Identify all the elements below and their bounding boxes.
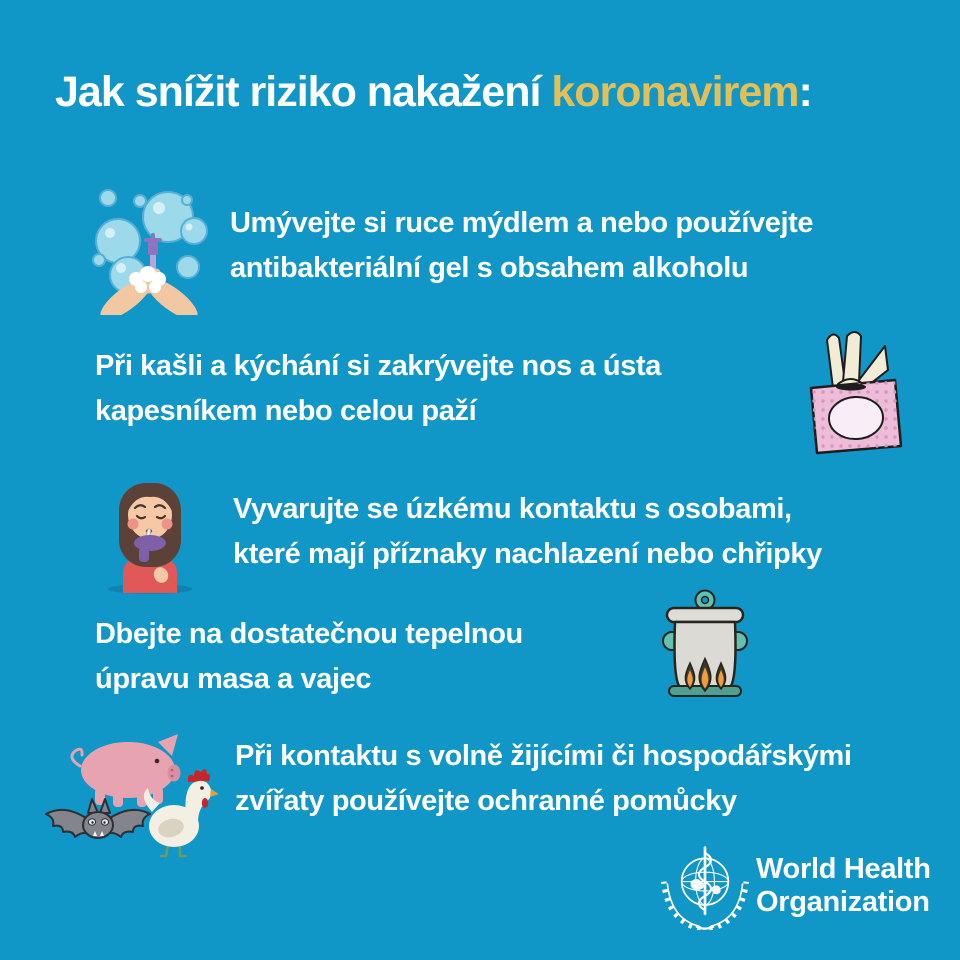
who-wordmark-line: Organization xyxy=(756,886,930,918)
tip-line: které mají příznaky nachlazení nebo chřipky xyxy=(233,538,822,570)
who-wordmark xyxy=(756,853,931,919)
sick-person-icon xyxy=(97,471,203,595)
hand-washing-icon xyxy=(88,183,208,315)
title-text: Jak snížit riziko nakažení xyxy=(55,68,552,116)
cooking-pot-icon xyxy=(647,585,763,711)
tip-line: Při kontaktu s volně žijícími či hospodářskými xyxy=(235,740,852,772)
farm-wild-animals-icon xyxy=(40,720,218,858)
tip-line: antibakteriální gel s obsahem alkoholu xyxy=(230,252,749,284)
tip-line: Vyvarujte se úzkému kontaktu s osobami, xyxy=(233,493,792,525)
tip-cover-mouth-text xyxy=(95,344,661,434)
page-title xyxy=(55,68,812,117)
tip-line: úpravu masa a vajec xyxy=(95,663,372,695)
tip-avoid-contact-text xyxy=(233,487,822,577)
tissue-box-icon xyxy=(793,326,915,456)
tip-animal-protection-text xyxy=(235,734,852,824)
tip-wash-hands-text xyxy=(230,201,813,291)
who-emblem-icon xyxy=(660,844,750,930)
tip-line: kapesníkem nebo celou paží xyxy=(95,395,477,427)
tip-line: Při kašli a kýchání si zakrývejte nos a ústa xyxy=(95,350,661,382)
title-highlight-koronavirem: koronavirem xyxy=(551,68,799,116)
tip-cook-thoroughly-text xyxy=(95,612,523,702)
pig xyxy=(72,734,181,807)
tip-line: Dbejte na dostatečnou tepelnou xyxy=(95,618,523,650)
tip-line: zvířaty používejte ochranné pomůcky xyxy=(235,785,737,817)
who-wordmark-line: World Health xyxy=(756,853,931,885)
tip-line: Umývejte si ruce mýdlem a nebo používejte xyxy=(230,207,814,239)
title-colon: : xyxy=(798,68,812,116)
